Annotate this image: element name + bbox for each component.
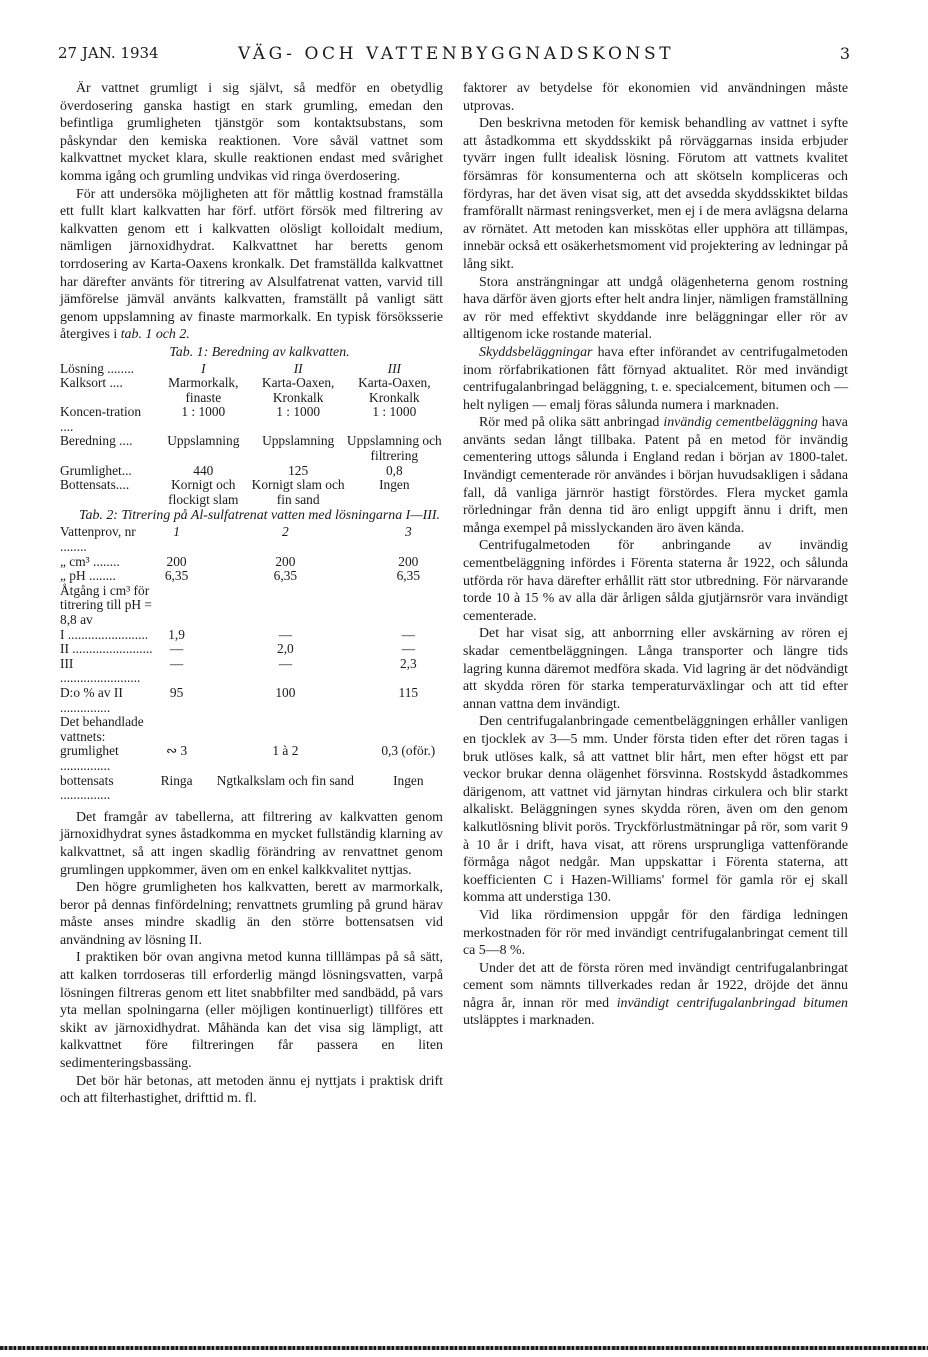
cell: 200 xyxy=(275,553,296,569)
cell: 1 xyxy=(173,524,180,540)
cell: 3 xyxy=(404,524,412,540)
paragraph: Den beskrivna metoden för kemisk behandling av vattnet i syfte att åstadkomma ett skyddsskikt på rörväggarnas insida erbjuder tyvärr ingen fullt idealisk lösning. Förutom att vattnets kvalitet försämras för konsumenterna och att skötseln kompliceras och fördyras, har det även visat sig, att det avsedda skyddsskiktet bildas framförallt närmast reningsverket, men ej i de mera avlägsna delarna av rörnätet. Att metoden kan misskötas eller upphöra att tillämpas, innebär också ett osäkerhetsmoment vid projektering av ledningar på lång sikt. xyxy=(463,116,848,272)
cell: 0,8 xyxy=(385,462,403,478)
cell: 1,9 xyxy=(168,626,185,642)
left-column xyxy=(60,80,443,1108)
paragraph: Den högre grumligheten hos kalkvatten, berett av marmorkalk, beror på dennas finfördelning; renvattnets grumling på grund härav måste anses mindre skadlig än den större bottensatsen vid användning av lösning II. xyxy=(60,880,443,948)
cell: 2,0 xyxy=(277,641,294,657)
cell: Ingen xyxy=(379,477,410,493)
cell: ∾ 3 xyxy=(165,743,188,759)
row-label: II ........................ xyxy=(60,641,153,657)
cell: — xyxy=(278,626,293,642)
cell: 200 xyxy=(166,553,187,569)
table-row xyxy=(60,642,443,657)
row-label: „ cm³ ........ xyxy=(60,553,120,569)
table-reference: tab. 1 och 2. xyxy=(120,327,190,343)
cell: 115 xyxy=(398,684,419,700)
table-row xyxy=(60,362,443,377)
paragraph-text: hava använts sedan långt tillbaka. Patent på en metod för invändig cementering uttogs sålunda i England redan i början av 1800-talet. Invändigt cementerade rör användes i början huvudsakligen i sådana fall, då vanliga järnrör hastigt förstördes. Flera mycket gamla rörledningar från denna tid äro enligt uppgift ännu i drift, men många exempel på misslyckanden äro även kända. xyxy=(463,415,848,536)
cell xyxy=(374,715,443,744)
row-label: Lösning ........ xyxy=(60,360,135,376)
cell: III xyxy=(387,360,402,376)
cell: 2,3 xyxy=(399,655,417,671)
paragraph-text: Under det att de första rören med invändigt centrifugalanbringat cement som nämnts tillverkades redan år 1922, dröjde det ännu några år, innan rör med xyxy=(463,960,848,1011)
cell xyxy=(156,584,197,628)
table-row xyxy=(60,584,443,628)
row-label: Grumlighet... xyxy=(60,462,132,478)
paragraph: Det har visat sig, att anborrning eller avskärning av rören ej skadar cementbeläggningen. Långa transporter och längre tids lagring kunna däremot medföra skada. Vid lagring är det nödvändigt att skydda rören för starka temperaturväxlingar och att tid efter annan vattna dem invändigt. xyxy=(463,626,848,712)
table-row xyxy=(60,434,443,463)
table-1-caption: Tab. 1: Beredning av kalkvatten. xyxy=(169,344,350,360)
scan-edge xyxy=(0,1346,928,1350)
cell: 1 : 1000 xyxy=(372,404,417,420)
table-row xyxy=(60,464,443,479)
cell: Karta-Oaxen, Kronkalk xyxy=(358,375,431,405)
cell: 6,35 xyxy=(164,568,189,584)
row-label: D:o % av II ............... xyxy=(60,684,123,715)
paragraph: Är vattnet grumligt i sig självt, så medför en obetydlig överdosering ganska hastigt en stark grumling, emedan den befintliga grumligheten tjänstgör som kontaktsubstans, som påskyndar den kemiska reaktionen. Vore såväl vattnet som kalkvattnet mycket klara, skulle reaktionen endast med svårighet komma igång och grumling undvikas vid ringa överdosering. xyxy=(60,81,443,184)
table-row xyxy=(60,686,443,715)
cell xyxy=(197,584,373,628)
emphasis: invändigt centrifugalanbringad bitumen xyxy=(616,995,848,1011)
paragraph: Det framgår av tabellerna, att filtrering av kalkvatten genom järnoxidhydrat synes åstadkomma en mycket fullständig klarning av kalkvattnet, så att ingen skadlig förändring av renvattnet genom grumlingen uppkommer, även om en enkel kalkkvalitet nyttjas. xyxy=(60,809,443,878)
table-1-body xyxy=(60,362,443,508)
cell: 6,35 xyxy=(396,568,421,584)
table-1 xyxy=(60,362,443,508)
cell: Ngtkalkslam och fin sand xyxy=(216,772,354,788)
cell: 6,35 xyxy=(273,568,298,584)
emphasis: invändig cementbeläggning xyxy=(663,415,818,431)
cell: 0,3 (oför.) xyxy=(381,743,436,759)
paragraph: Vid lika rördimension uppgår för den färdiga ledningen merkostnaden för rör med invändigt centrifugalanbringat cement till ca 5—8 %. xyxy=(463,907,848,959)
cell: Karta-Oaxen, Kronkalk xyxy=(261,375,335,405)
cell: Uppslamning och filtrering xyxy=(346,433,442,464)
row-label: Vattenprov, nr ........ xyxy=(60,524,136,555)
table-2-body xyxy=(60,525,443,802)
paragraph: Det bör här betonas, att metoden ännu ej nyttjats i praktisk drift och att filterhastighet, drifttid m. fl. xyxy=(60,1073,443,1107)
paragraph-text: Rör med på olika sätt anbringad xyxy=(479,415,660,431)
cell xyxy=(197,715,373,744)
table-row xyxy=(60,569,443,584)
cell: 1 : 1000 xyxy=(181,404,226,420)
paragraph: faktorer av betydelse för ekonomien vid användningen måste utprovas. xyxy=(463,81,848,114)
cell: Ringa xyxy=(160,772,193,788)
table-row xyxy=(60,405,443,434)
cell: 125 xyxy=(288,462,309,478)
row-label: Det behandlade vattnets: xyxy=(60,714,144,744)
table-row xyxy=(60,657,443,686)
cell: — xyxy=(169,655,184,671)
table-row xyxy=(60,744,443,773)
table-2-caption: Tab. 2: Titrering på Al-sulfatrenat vatten med lösningarna I—III. xyxy=(79,508,440,524)
cell: II xyxy=(293,360,303,376)
row-label: bottensats ............... xyxy=(60,772,114,803)
row-label: Kalksort .... xyxy=(60,375,123,391)
cell xyxy=(374,584,443,628)
paragraph-text: utsläpptes i marknaden. xyxy=(463,1013,595,1029)
cell: 440 xyxy=(193,462,214,478)
row-label: Beredning .... xyxy=(60,433,133,449)
issue-date: 27 JAN. 1934 xyxy=(58,44,159,62)
paragraph xyxy=(463,414,848,537)
paragraph: Stora ansträngningar att undgå olägenheterna genom rostning hava därför även gjorts efter helt andra linjer, nämligen framställning av rör med effektivt skyddande inre beläggningar eller rör av alltigenom icke rostande material. xyxy=(463,274,848,343)
paragraph: Den centrifugalanbringade cementbeläggningen erhåller vanligen en tjocklek av 3—5 mm. Under första tiden efter det rören tagas i bruk utlöses kalk, så att vattnet blir hårt, men efter högst ett par veckor brukar denna olägenhet försvinna. Rostskydd åstadkommes därigenom, att vattnet vid järnytan hindras cirkulera och blir starkt alkaliskt. Beläggningen synes skydda rören, även om den genom kalkutlösning blivit porös. Tryckförlustmätningar på rör, som varit 9 à 10 år i drift, hava visat, att rörens ursprungliga vattenförande förmåga något nedgår. Man uppskattar i Förenta staterna, att koefficienten C i Hazen-Williams' formel för gamla rör ej skall komma att understiga 130. xyxy=(463,714,848,906)
cell: 2 xyxy=(282,524,289,540)
cell: Uppslamning xyxy=(262,433,335,449)
paragraph: I praktiken bör ovan angivna metod kunna tilllämpas på så sätt, att kalken torrdoseras till erforderlig mängd lösningsvatten, varpå lösningen filtreras genom ett litet snabbfilter med sandbädd, på vars yta mellan spolningarna (eller möjligen kontinuerligt) tillföres ett skikt av järnoxidhydrat. Måhända kan det visa sig lämpligt, att kalkvattnet före filtreringen får passera en liten sedimenteringsbassäng. xyxy=(60,950,443,1072)
table-row xyxy=(60,478,443,507)
cell: Uppslamning xyxy=(167,433,240,449)
cell: Kornigt och flockigt slam xyxy=(168,477,239,507)
cell: — xyxy=(401,641,415,657)
cell: — xyxy=(169,641,184,657)
table-row xyxy=(60,774,443,803)
row-label: „ pH ........ xyxy=(60,568,116,584)
cell: 95 xyxy=(169,684,184,700)
cell: 1 : 1000 xyxy=(276,404,321,420)
table-row xyxy=(60,628,443,643)
cell: 100 xyxy=(275,684,296,700)
cell: — xyxy=(401,626,415,642)
page-number: 3 xyxy=(839,44,850,63)
paragraph: Centrifugalmetoden för anbringande av invändig cementbeläggning infördes i Förenta staterna år 1922, och sålunda utförda rör hava därefter erhållit rätt stor utbredning. För närvarande torde 10 à 15 % av alla där årligen sålda gjutjärnsrör vara invändigt cementerade. xyxy=(463,538,848,624)
cell: Marmorkalk, finaste xyxy=(168,375,239,405)
row-label: Koncen-tration .... xyxy=(60,404,142,434)
cell: — xyxy=(278,655,293,671)
cell: Ingen xyxy=(393,772,424,788)
row-label: III ........................ xyxy=(60,655,141,686)
cell: Kornigt slam och fin sand xyxy=(251,477,345,507)
row-label: grumlighet ............... xyxy=(60,743,119,773)
row-label: Åtgång i cm³ för titrering till pH = 8,8 av xyxy=(60,582,152,627)
table-row xyxy=(60,555,443,570)
emphasis: Skyddsbeläggningar xyxy=(479,344,593,360)
paragraph xyxy=(463,960,848,1030)
paragraph xyxy=(60,186,443,344)
cell: 1 à 2 xyxy=(272,743,299,759)
paragraph-text: hava efter införandet av centrifugalmetoden inom rörfabrikationen fått förnyad aktualitet. Rör med invändigt centrifugalanbringad beläggning, t. e. specialcement, bitumen och — helt nyligen — emalj föras sålunda numera i marknaden. xyxy=(463,344,848,413)
table-2 xyxy=(60,525,443,802)
paragraph xyxy=(463,344,848,414)
table-row xyxy=(60,525,443,554)
table-row xyxy=(60,715,443,744)
cell: 200 xyxy=(398,553,419,569)
right-column xyxy=(463,80,848,1030)
cell: I xyxy=(201,360,206,376)
paragraph-text: För att undersöka möjligheten att för måttlig kostnad framställa ett fullt klart kalkvatten har förf. utfört försök med filtrering av kalkvatten genom ett i kalkvatten olösligt kolloidalt medium, nämligen järnoxidhydrat. Kalkvattnet har beretts genom torrdosering av Karta-Oaxens kronkalk. Det framställda kalkvattnet har därefter använts för titrering av Alsulfatrenat vatten, varvid till jämförelse jämväl använts kalkvatten, framställt på vanligt sätt genom uppslamning av finaste marmorkalk. En typisk försöksserie återgives i xyxy=(60,186,443,343)
page-header xyxy=(58,44,858,68)
row-label: Bottensats.... xyxy=(60,477,130,493)
journal-title: VÄG- OCH VATTENBYGGNADSKONST xyxy=(238,44,675,64)
cell xyxy=(156,715,197,744)
table-row xyxy=(60,376,443,405)
row-label: I ........................ xyxy=(60,626,149,642)
